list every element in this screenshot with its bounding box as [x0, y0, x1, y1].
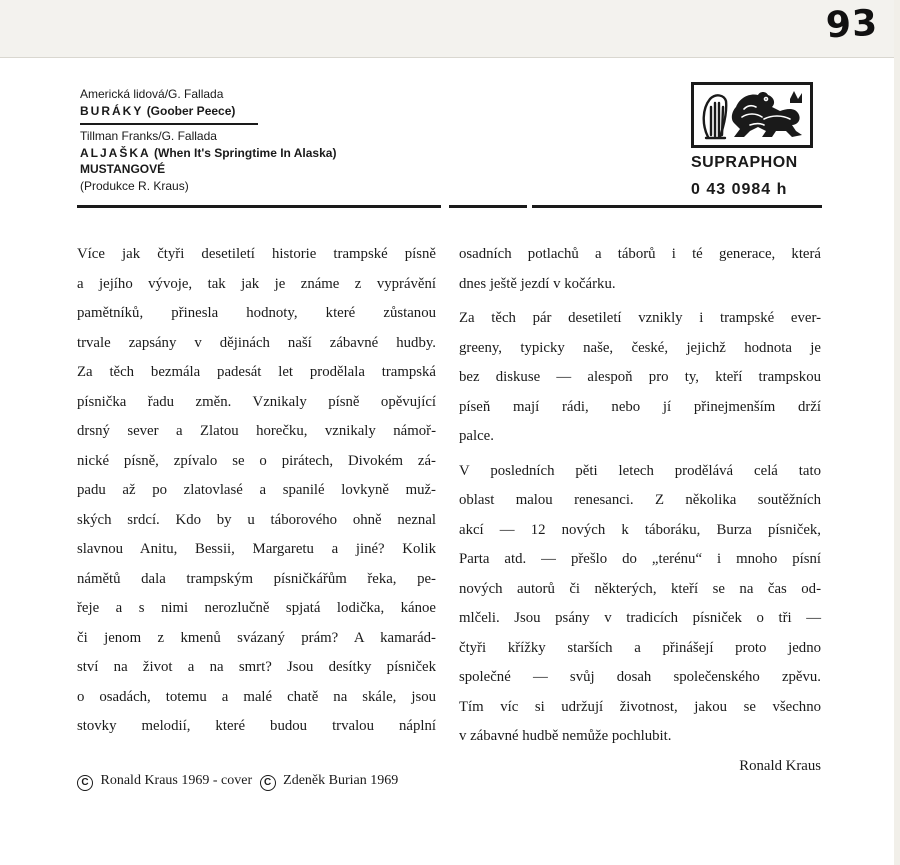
article-column-1: [77, 240, 436, 742]
header-rule-right: [532, 205, 822, 208]
side-a-original-title: (Goober Peece): [146, 103, 236, 118]
handwritten-number: 93: [824, 2, 880, 47]
copyright-symbol: C: [260, 775, 276, 791]
lion-lyre-emblem: [694, 85, 810, 145]
article-line: palce.: [459, 428, 494, 444]
label-name: SUPRAPHON: [691, 154, 798, 171]
side-a-title-line: [80, 103, 420, 120]
side-b-original-title: (When It's Springtime In Alaska): [154, 145, 337, 160]
signature: Ronald Kraus: [739, 757, 821, 774]
credits-divider: [80, 123, 258, 125]
article-line: osadních potlachů a táborů i té generace, která: [459, 246, 821, 262]
article-line: čtyři křížky starších a přinášejí proto jedno: [459, 639, 821, 656]
production-credit: (Produkce R. Kraus): [80, 178, 189, 193]
article-line: ství na život a na smrt? Jsou desítky písniček: [77, 659, 436, 675]
article-line: Více jak čtyři desetiletí historie trampské písně: [77, 246, 436, 262]
copyright-text-cover: Zdeněk Burian 1969: [283, 773, 399, 788]
article-line: padu až po zlatovlasé a spanilé lovkyně muž-: [77, 482, 436, 498]
article-line: Tím víc si udržují životnost, jakou se všechno: [459, 698, 821, 715]
article-line: v zábavné hudbě nemůže pochlubit.: [459, 728, 672, 744]
copyright-symbol: C: [77, 775, 93, 791]
right-edge: [894, 0, 900, 865]
supraphon-logo: [691, 82, 813, 148]
article-line: trvale zapsány v dějinách naší zábavné hudby.: [77, 334, 436, 351]
article-line: píseň mají rádi, nebo jí přinejmenším drží: [459, 398, 821, 415]
article-line: bez diskuse — alespoň pro ty, kteří trampskou: [459, 369, 821, 385]
copyright-text-author: Ronald Kraus 1969 - cover: [100, 773, 253, 788]
article-line: drsný sever a Zlatou horečku, vznikaly námoř-: [77, 423, 436, 439]
article-line: či jenom z kmenů svázaný prám? A kamarád-: [77, 629, 436, 646]
side-a-authors: Americká lidová/G. Fallada: [80, 87, 224, 101]
header-rule-middle: [449, 205, 527, 208]
article-line: V posledních pěti letech prodělává celá tato: [459, 462, 821, 479]
article-line: o osadách, totemu a malé chatě na skále, jsou: [77, 688, 436, 705]
side-b-title-line: [80, 145, 420, 162]
side-b-title: ALJAŠKA: [80, 145, 151, 160]
top-edge-band: [0, 0, 900, 58]
article-line: řeje a s nimi nerozlučně spjatá lodička, kánoe: [77, 600, 436, 616]
article-line: Za těch bezmála padesát let prodělala trampská: [77, 364, 436, 380]
copyright-line: [77, 773, 398, 791]
article-line: Za těch pár desetiletí vznikly i trampské ever-: [459, 310, 821, 326]
record-credits: [80, 86, 420, 194]
header-rule-left: [77, 205, 441, 208]
catalog-number: 0 43 0984 h: [691, 181, 788, 198]
side-a-title: BURÁKY: [80, 103, 144, 118]
article-line: nových autorů či některých, kteří se na čas od-: [459, 580, 821, 597]
side-b-authors: Tillman Franks/G. Fallada: [80, 129, 217, 143]
article-line: pamětníků, přinesla hodnoty, které zůstanou: [77, 305, 436, 321]
article-line: oblast malou renesanci. Z několika soutěžních: [459, 492, 821, 508]
article-line: písnička řadu změn. Vznikaly písně opěvující: [77, 393, 436, 410]
article-line: greeny, typicky naše, české, jejichž hodnota je: [459, 339, 821, 356]
article-line: ských srdcí. Kdo by u táborového ohně neznal: [77, 511, 436, 528]
article-line: nické písně, zpívalo se o pirátech, Divokém zá-: [77, 452, 436, 469]
article-line: Parta atd. — přešlo do „terénu“ i mnoho písní: [459, 551, 821, 567]
article-line: a jejího vývoje, tak jak je známe z vyprávění: [77, 275, 436, 292]
article-line: námětů dala trampským písničkářům řeka, pe-: [77, 570, 436, 587]
article-column-2: [459, 240, 821, 781]
performer: MUSTANGOVÉ: [80, 162, 166, 176]
article-line: stovky melodií, které budou trvalou náplní: [77, 718, 436, 734]
article-line: mlčeli. Jsou psány v tradicích písniček o tři —: [459, 610, 821, 626]
article-line: akcí — 12 nových k táboráku, Burza písniček,: [459, 521, 821, 538]
article-line: slavnou Anitu, Bessii, Margaretu a jiné? Kolik: [77, 541, 436, 557]
article-line: dnes ještě jezdí v kočárku.: [459, 275, 616, 292]
article-line: společné — svůj dosah společenského zpěvu.: [459, 669, 821, 685]
